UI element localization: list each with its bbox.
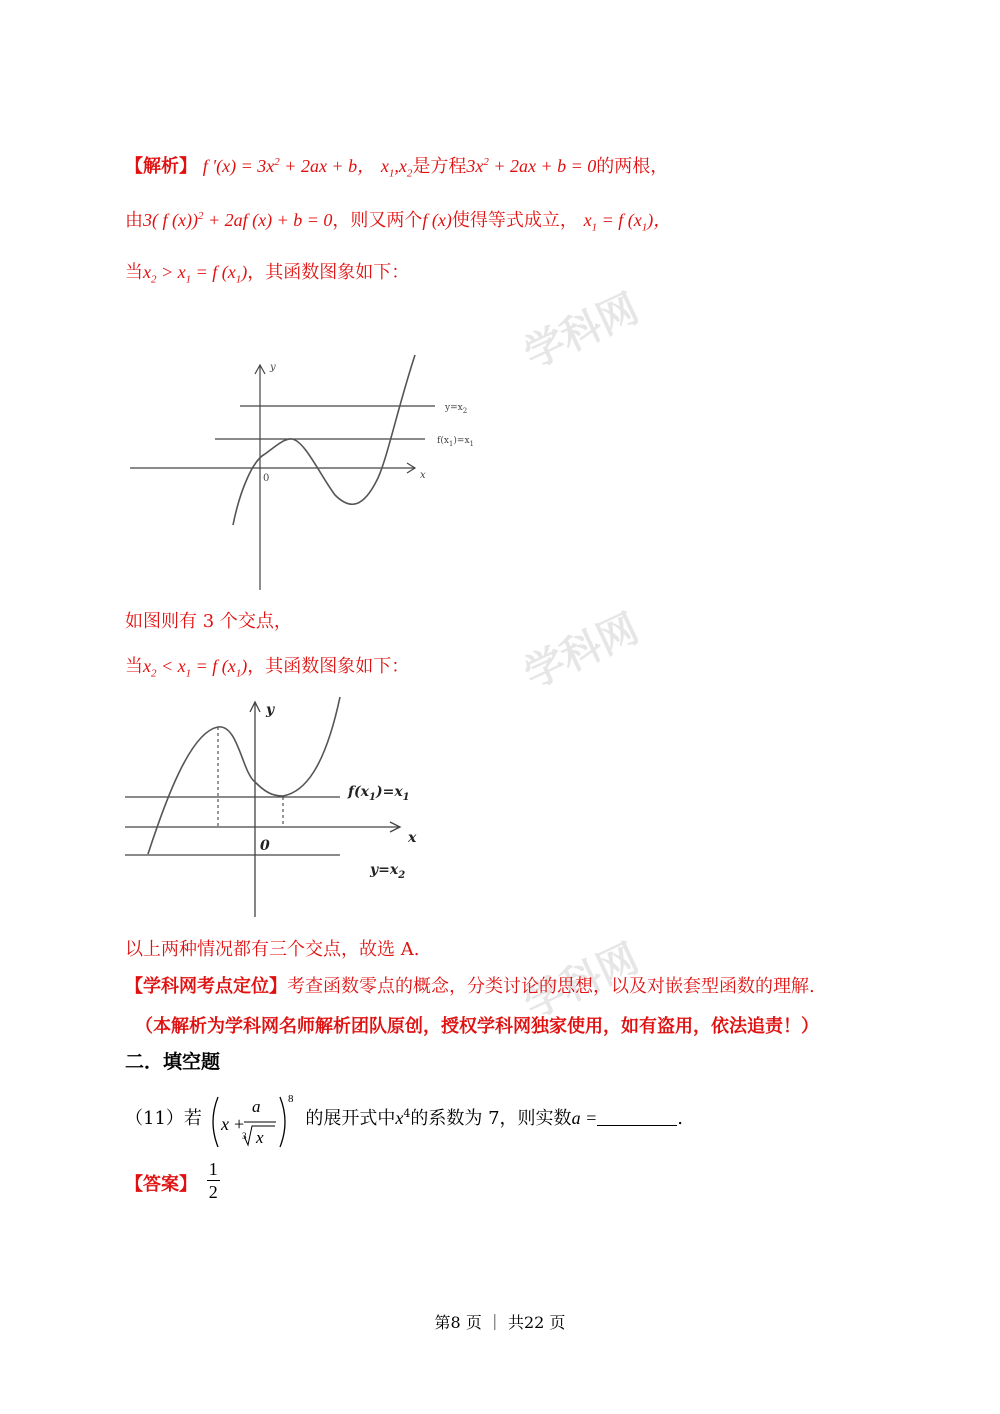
equation: 3( f (x))$^2$ + 2af (x) + b = 0: [143, 210, 333, 230]
condition: $x_2 > x_1 = f$ $(x_1)$: [143, 262, 248, 286]
condition: $x_2 < x_1 = f$ $(x_1)$: [143, 656, 248, 680]
roots-expr: $x_1,x_2$: [380, 156, 413, 180]
y-label: y: [270, 362, 276, 373]
equation: $x_1 = f$ $(x_1)$，: [583, 210, 672, 234]
origin-label: 0: [260, 838, 270, 854]
line-f-x1-label: $f(x_1)=x_1$: [437, 436, 474, 448]
answer-fraction: $\frac{1}{2}$: [208, 1159, 218, 1202]
section-title: 二．填空题: [125, 1051, 221, 1073]
line-y-x2-label: $y=x_2$: [370, 862, 406, 881]
page-footer: 第8 页 ｜ 共22 页: [434, 1313, 566, 1332]
line-f-x1-label: $f(x_1)=x_1$: [348, 784, 410, 803]
svg-text:8: 8: [287, 1093, 294, 1105]
watermark: 学科网: [517, 285, 646, 378]
answer-blank[interactable]: [597, 1107, 677, 1126]
text: 由: [125, 210, 143, 231]
fx: f (x): [422, 210, 452, 230]
text: 的展开式中: [305, 1108, 396, 1129]
y-label: y: [266, 702, 275, 718]
line-y-x2-label: $y=x_2$: [445, 403, 468, 415]
x-label: x: [420, 470, 426, 481]
conclusion: 以上两种情况都有三个交点，故选 A.: [125, 939, 420, 960]
copyright-notice: （本解析为学科网名师解析团队原创，授权学科网独家使用，如有盗用，依法追责！）: [135, 1016, 819, 1037]
text: 使得等式成立，: [451, 210, 578, 231]
answer-line: [125, 1158, 220, 1203]
svg-text:+: +: [233, 1114, 244, 1134]
exp-4: 4: [403, 1107, 411, 1120]
analysis-tag: 【解析】: [125, 156, 197, 177]
text: 当: [125, 656, 143, 677]
binomial-expression: [208, 1092, 300, 1152]
derivative-expr: f $'(x) = 3x^2 + 2ax + b$，: [202, 156, 376, 176]
svg-text:x: x: [255, 1128, 264, 1147]
text: ，其函数图象如下：: [247, 262, 410, 283]
origin-label: 0: [263, 473, 270, 484]
var-a: a =: [571, 1108, 598, 1128]
answer-tag: 【答案】: [125, 1174, 197, 1195]
equation: $3x^2 + 2ax + b = 0$: [466, 156, 597, 176]
text: 当: [125, 262, 143, 283]
graph-1: [125, 350, 485, 595]
analysis-line-2: [125, 206, 671, 234]
question-11: （11）若 x + a 3 x 8 的展开式中$x^4$的系数为 7，则实数a = .: [125, 1092, 683, 1152]
cubic-curve: [148, 697, 340, 854]
svg-text:x: x: [220, 1114, 229, 1134]
var-x: x: [395, 1108, 404, 1128]
text: 的系数为 7，则实数: [410, 1108, 572, 1129]
text: 的两根，: [596, 156, 669, 177]
watermark: 学科网: [517, 935, 646, 1028]
text: ，其函数图象如下：: [247, 656, 410, 677]
text: ，则又两个: [332, 210, 423, 231]
keypoint-tag: 【学科网考点定位】: [125, 976, 287, 997]
analysis-line-3: [125, 258, 409, 286]
analysis-line-1: [125, 152, 668, 180]
svg-text:a: a: [251, 1097, 261, 1116]
text: 是方程: [412, 156, 467, 177]
question-number: （11）若: [125, 1108, 202, 1129]
graph-2: [120, 692, 430, 924]
analysis-line-4: [125, 652, 409, 680]
keypoint: [125, 972, 815, 998]
keypoint-text: 考查函数零点的概念，分类讨论的思想，以及对嵌套型函数的理解.: [287, 976, 815, 997]
svg-text:3: 3: [241, 1131, 247, 1141]
watermark: 学科网: [517, 605, 646, 698]
caption-1: 如图则有 3 个交点，: [125, 611, 292, 632]
x-label: x: [408, 830, 417, 846]
